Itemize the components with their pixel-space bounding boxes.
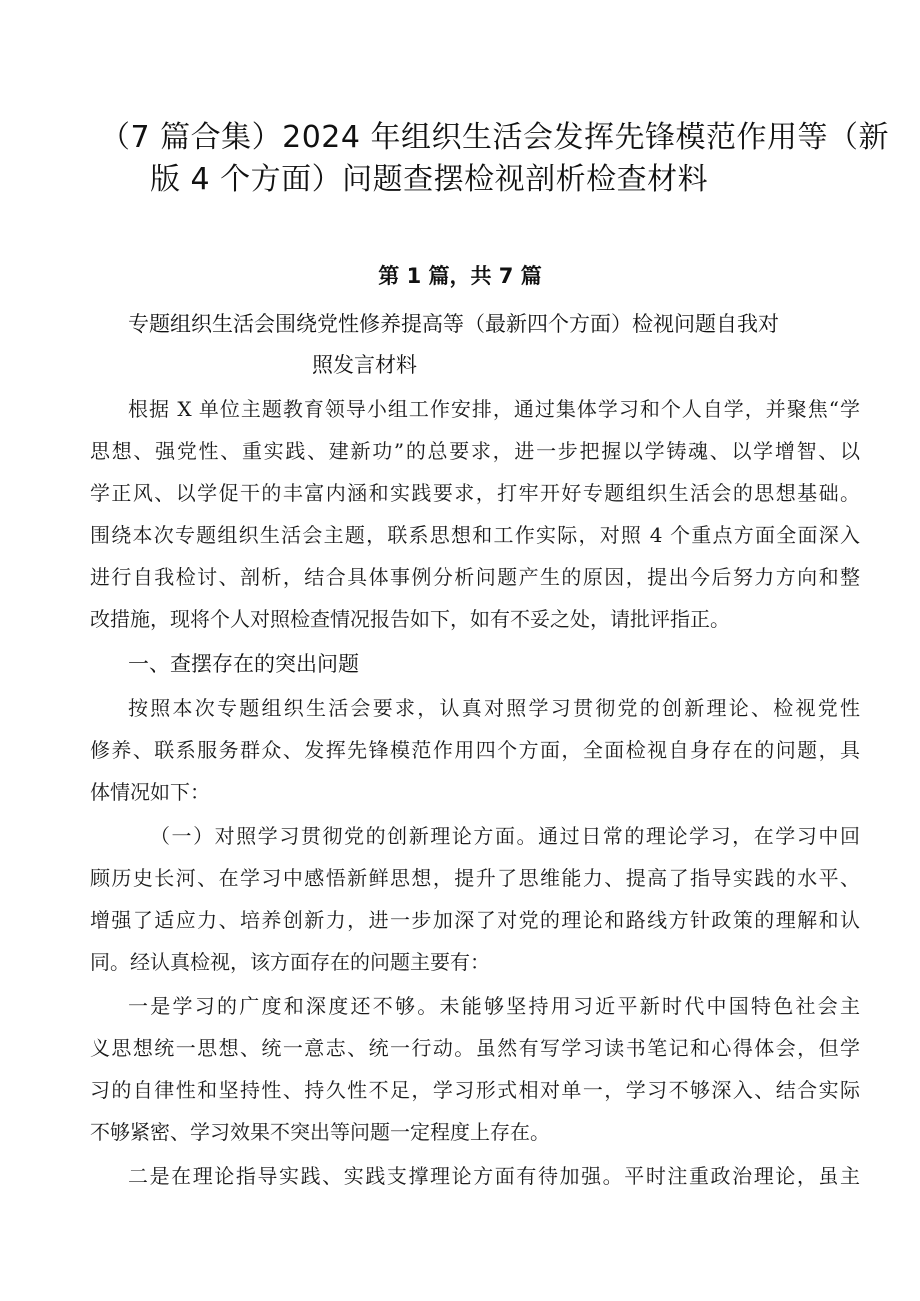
paragraph-line: 根据 X 单位主题教育领导小组工作安排，通过集体学习和个人自学，并聚焦“学 bbox=[128, 397, 860, 421]
document-title-line-1: （7 篇合集）2024 年组织生活会发挥先锋模范作用等（新 bbox=[100, 120, 890, 155]
paragraph-line: 二是在理论指导实践、实践支撑理论方面有待加强。平时注重政治理论，虽主 bbox=[128, 1164, 860, 1188]
paragraph-line: 改措施，现将个人对照检查情况报告如下，如有不妥之处，请批评指正。 bbox=[90, 607, 730, 631]
document-title-line-2: 版 4 个方面）问题查摆检视剖析检查材料 bbox=[150, 162, 709, 197]
paragraph-line: 义思想统一思想、统一意志、统一行动。虽然有写学习读书笔记和心得体会，但学 bbox=[90, 1036, 860, 1060]
paragraph-line: 按照本次专题组织生活会要求，认真对照学习贯彻党的创新理论、检视党性 bbox=[128, 696, 860, 720]
section-heading: 一、查摆存在的突出问题 bbox=[128, 652, 359, 676]
paragraph-line: 增强了适应力、培养创新力，进一步加深了对党的理论和路线方针政策的理解和认 bbox=[90, 908, 860, 932]
part-label: 第 1 篇，共 7 篇 bbox=[378, 264, 542, 288]
paragraph-line: 一是学习的广度和深度还不够。未能够坚持用习近平新时代中国特色社会主 bbox=[128, 994, 860, 1018]
paragraph-line: 顾历史长河、在学习中感悟新鲜思想，提升了思维能力、提高了指导实践的水平、 bbox=[90, 866, 860, 890]
article-subtitle-line-1: 专题组织生活会围绕党性修养提高等（最新四个方面）检视问题自我对 bbox=[128, 312, 779, 336]
paragraph-line: （一）对照学习贯彻党的创新理论方面。通过日常的理论学习，在学习中回 bbox=[150, 824, 860, 848]
paragraph-line: 体情况如下： bbox=[90, 780, 210, 804]
paragraph-line: 进行自我检讨、剖析，结合具体事例分析问题产生的原因，提出今后努力方向和整 bbox=[90, 565, 860, 589]
article-subtitle-line-2: 照发言材料 bbox=[312, 353, 417, 377]
paragraph-line: 修养、联系服务群众、发挥先锋模范作用四个方面，全面检视自身存在的问题，具 bbox=[90, 738, 860, 762]
paragraph-line: 学正风、以学促干的丰富内涵和实践要求，打牢开好专题组织生活会的思想基础。 bbox=[90, 481, 860, 505]
paragraph-line: 思想、强党性、重实践、建新功”的总要求，进一步把握以学铸魂、以学增智、以 bbox=[90, 439, 860, 463]
paragraph-line: 围绕本次专题组织生活会主题，联系思想和工作实际，对照 4 个重点方面全面深入 bbox=[90, 523, 860, 547]
paragraph-line: 不够紧密、学习效果不突出等问题一定程度上存在。 bbox=[90, 1120, 550, 1144]
paragraph-line: 同。经认真检视，该方面存在的问题主要有： bbox=[90, 950, 490, 974]
paragraph-line: 习的自律性和坚持性、持久性不足，学习形式相对单一，学习不够深入、结合实际 bbox=[90, 1078, 860, 1102]
